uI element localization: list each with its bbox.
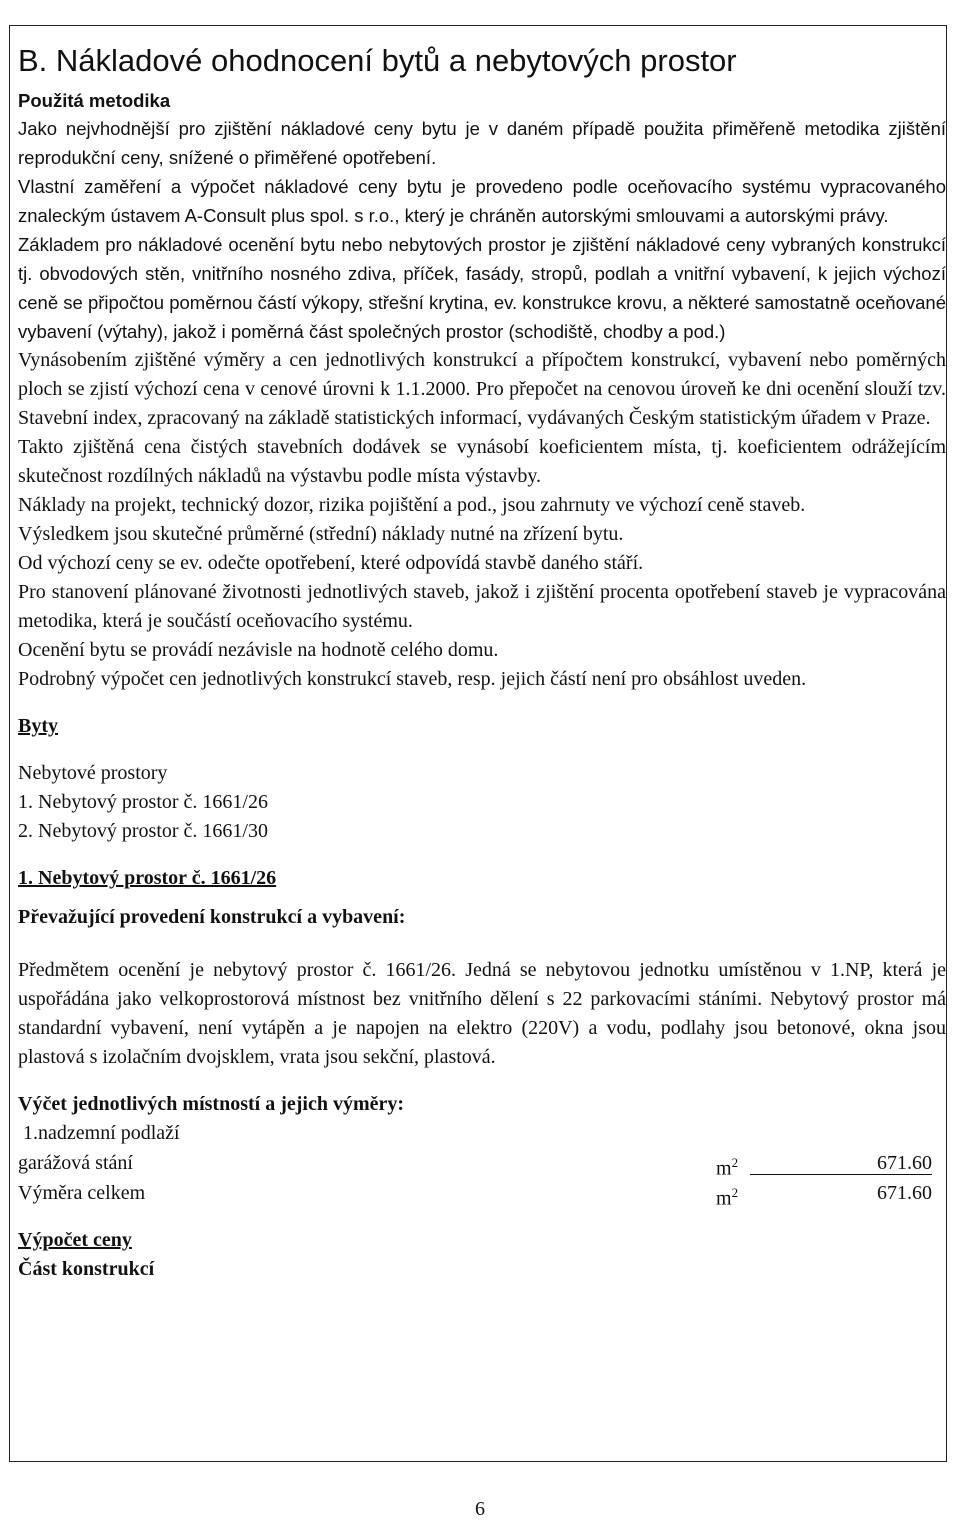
methodology-paragraph-4: Vynásobením zjištěné výměry a cen jednotlivých konstrukcí a přípočtem konstrukcí, vybavení nebo poměrných ploch se zjistí výchozí cena v cenové úrovni k 1.1.2000. Pro přepočet na cenovou úroveň ke dni ocenění slouží tzv. Stavební index, zpracovaný na základě statistických informací, vydávaných Českým statistickým úřadem v Praze.: [18, 349, 946, 429]
section-title: B. Nákladové ohodnocení bytů a nebytových prostor: [18, 43, 737, 78]
methodology-paragraph-5: Takto zjištěná cena čistých stavebních dodávek se vynásobí koeficientem místa, tj. koeficientem odrážejícím skutečnost rozdílných nákladů na výstavbu podle místa výstavby.: [18, 436, 946, 487]
page-number: 6: [475, 1498, 485, 1520]
methodology-heading: Použitá metodika: [18, 90, 171, 111]
methodology-paragraph-3: Základem pro nákladové ocenění bytu nebo nebytových prostor je zjištění nákladové ceny vybraných konstrukcí tj. obvodových stěn, vnitřního nosného zdiva, příček, fasády, stropů, podlah a vnitřní vybavení, k jejich výchozí ceně se připočtou poměrnou částí výkopy, střešní krytina, ev. konstrukce krovu, a některé samostatně oceňované vybavení (výtahy), jakož i poměrná část společných prostor (schodiště, chodby a pod.): [18, 234, 946, 342]
byty-heading: Byty: [18, 715, 58, 737]
calc-heading: Výpočet ceny: [18, 1229, 132, 1251]
methodology-paragraph-1: Jako nejvhodnější pro zjištění nákladové ceny bytu je v daném případě použita přiměřeně metodika zjištění reprodukční ceny, snížené o přiměřené opotřebení.: [18, 118, 946, 168]
methodology-paragraph-9: Pro stanovení plánované životnosti jednotlivých staveb, jakož i zjištění procenta opotřebení staveb je vypracována metodika, která je součástí oceňovacího systému.: [18, 581, 946, 632]
document-content: [18, 41, 946, 1284]
nebytove-item-2: 2. Nebytový prostor č. 1661/30: [18, 820, 268, 842]
area-row-unit: $m^2$: [716, 1155, 739, 1180]
methodology-paragraph-6: Náklady na projekt, technický dozor, rizika pojištění a pod., jsou zahrnuty ve výchozí ceně staveb.: [18, 494, 806, 516]
area-total-unit: $m^2$: [716, 1185, 739, 1210]
area-total-row: [18, 1178, 946, 1208]
methodology-paragraph-11: Podrobný výpočet cen jednotlivých konstrukcí staveb, resp. jejich částí není pro obsáhlost uveden.: [18, 668, 807, 690]
methodology-paragraph-8: Od výchozí ceny se ev. odečte opotřebení, které odpovídá stavbě daného stáří.: [18, 552, 644, 574]
unit-description: Předmětem ocenění je nebytový prostor č. 1661/26. Jedná se nebytovou jednotku umístěnou v 1.NP, která je uspořádána jako velkoprostorová místnost bez vnitřního dělení s 22 parkovacími stáními. Nebytový prostor má standardní vybavení, není vytápěn a je napojen na elektro (220V) a vodu, podlahy jsou betonové, okna jsou plastová s izolačním dvojsklem, vrata jsou sekční, plastová.: [18, 959, 946, 1068]
nebytove-item-1: 1. Nebytový prostor č. 1661/26: [18, 791, 268, 813]
area-total-name: Výměra celkem: [18, 1182, 146, 1204]
methodology-paragraph-10: Ocenění bytu se provádí nezávisle na hodnotě celého domu.: [18, 639, 499, 661]
sum-rule: [750, 1174, 932, 1175]
area-total-value: 671.60: [877, 1182, 932, 1204]
unit-heading: 1. Nebytový prostor č. 1661/26: [18, 867, 277, 889]
area-row-value: 671.60: [877, 1152, 932, 1174]
nebytove-label: Nebytové prostory: [18, 762, 168, 784]
part-heading: Část konstrukcí: [18, 1258, 155, 1280]
methodology-paragraph-2: Vlastní zaměření a výpočet nákladové ceny bytu je provedeno podle oceňovacího systému vypracovaného znaleckým ústavem A-Consult plus spol. s r.o., který je chráněn autorskými smlouvami a autorskými právy.: [18, 176, 946, 226]
area-row: [18, 1148, 946, 1178]
methodology-paragraph-7: Výsledkem jsou skutečné průměrné (střední) náklady nutné na zřízení bytu.: [18, 523, 624, 545]
rooms-heading: Výčet jednotlivých místností a jejich výměry:: [18, 1093, 405, 1115]
floor-label: 1.nadzemní podlaží: [23, 1122, 180, 1144]
construction-heading: Převažující provedení konstrukcí a vybavení:: [18, 906, 406, 928]
area-row-name: garážová stání: [18, 1152, 133, 1174]
